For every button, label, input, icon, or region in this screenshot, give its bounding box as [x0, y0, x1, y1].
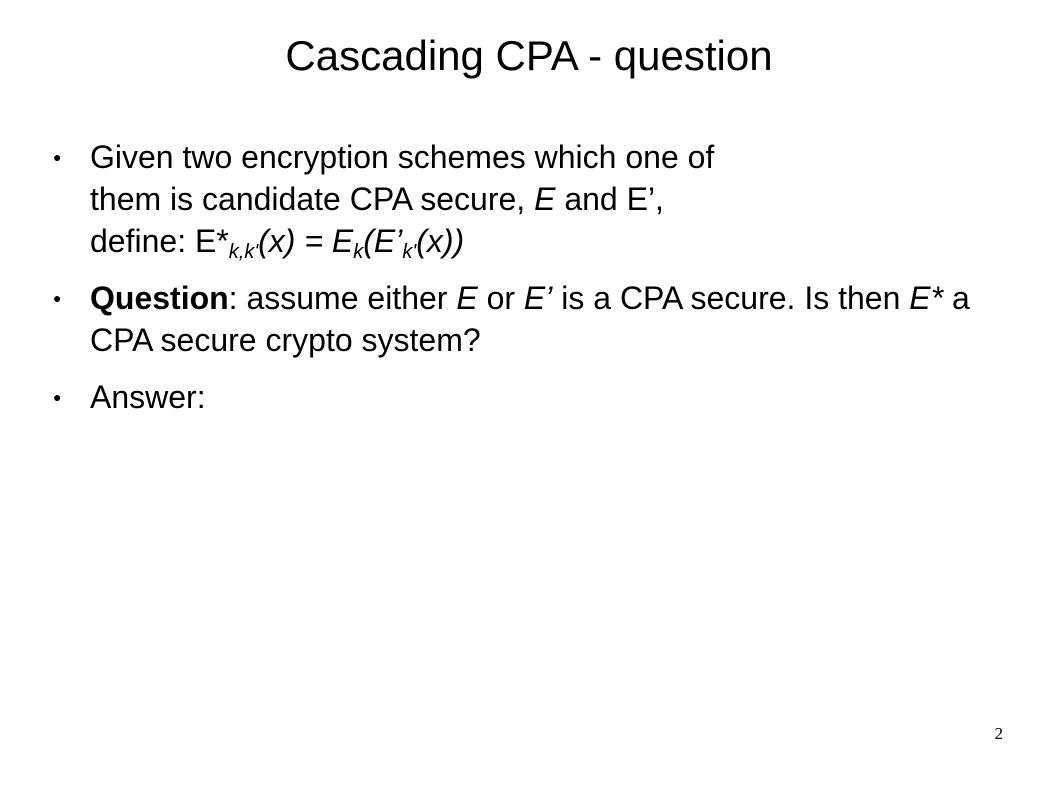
- question-text-b: or: [477, 280, 524, 316]
- subscript-k-prime: k': [402, 241, 417, 263]
- formula-part-3: (x)): [416, 223, 465, 259]
- slide-title: Cascading CPA - question: [285, 32, 773, 79]
- bullet-dot-icon: [53, 376, 61, 418]
- bullet-text: [90, 136, 1010, 262]
- subscript-kk: k,k': [228, 241, 259, 263]
- formula-part-1: (x) = E: [258, 223, 354, 259]
- page-number: 2: [994, 724, 1003, 743]
- bullet-item-answer: [50, 376, 1010, 418]
- bullet-dot-icon: [53, 277, 61, 319]
- subscript-k: k: [353, 241, 364, 263]
- question-text-d: a CPA secure crypto system?: [90, 280, 970, 358]
- bullet-dot-icon: [53, 136, 61, 178]
- bullet-item-definition: [50, 136, 1010, 262]
- bullet-list: [50, 136, 1010, 433]
- bullet-text: [90, 277, 1010, 361]
- definition-line-3a: define: E*: [90, 223, 229, 259]
- question-text-a: : assume either: [228, 280, 457, 316]
- definition-line-1: Given two encryption schemes which one of: [90, 139, 715, 175]
- scheme-e: E: [534, 181, 556, 217]
- question-text-c: is a CPA secure. Is then: [552, 280, 910, 316]
- question-e: E: [456, 280, 478, 316]
- answer-text: Answer:: [90, 379, 206, 415]
- bullet-item-question: [50, 277, 1010, 361]
- definition-line-2a: them is candidate CPA secure,: [90, 181, 535, 217]
- formula-part-2: (E’: [363, 223, 403, 259]
- question-label: Question: [90, 280, 229, 316]
- question-e-prime: E’: [523, 280, 553, 316]
- question-e-star: E*: [909, 280, 944, 316]
- definition-line-2b: and E’,: [555, 181, 664, 217]
